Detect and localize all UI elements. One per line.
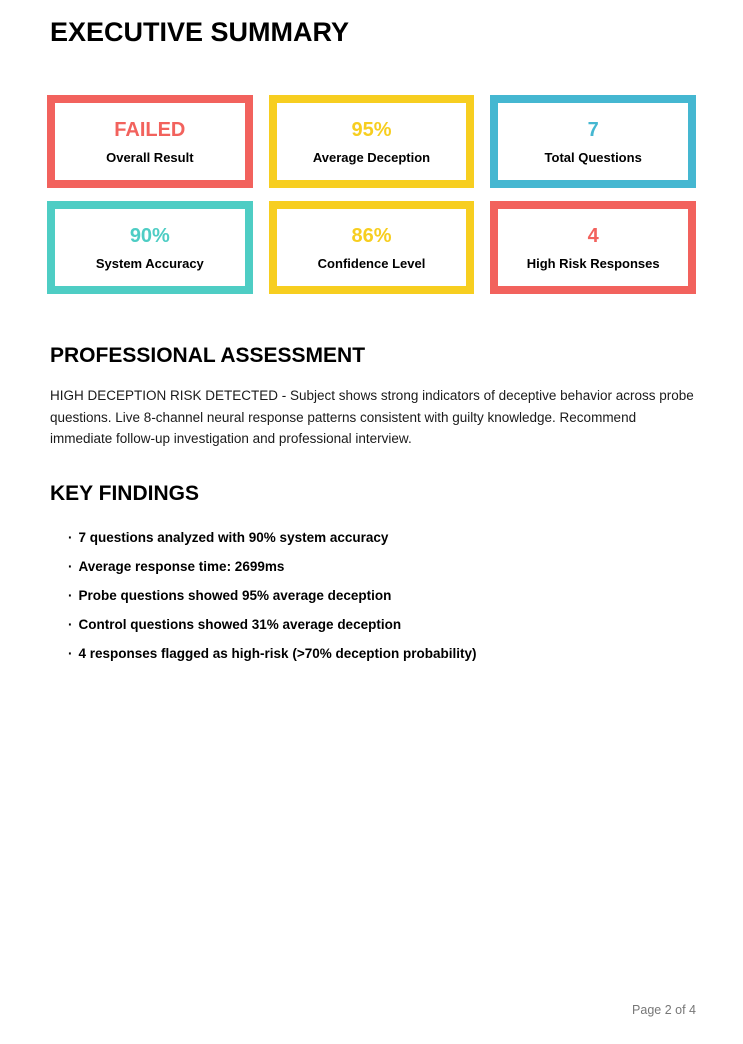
professional-assessment-section [50,344,698,450]
bullet-dot: · [68,617,73,632]
professional-assessment-heading: PROFESSIONAL ASSESSMENT [50,344,366,367]
finding-text: 4 responses flagged as high-risk (>70% deception probability) [78,646,477,661]
stat-card-high-risk-responses [490,201,696,294]
stat-card-overall-result [47,95,253,188]
finding-item [50,647,698,661]
key-findings-list [50,531,698,661]
finding-text: Control questions showed 31% average deception [78,617,402,632]
finding-text: Probe questions showed 95% average deception [78,588,392,603]
professional-assessment-body: HIGH DECEPTION RISK DETECTED - Subject shows strong indicators of deceptive behavior across probe questions. Live 8-channel neural response patterns consistent with guilty knowledge. Recommend immediate follow-up investigation and professional interview. [50,388,694,446]
stat-value: 7 [587,118,599,141]
stat-value: FAILED [114,118,186,141]
finding-item [50,531,698,545]
page-number: Page 2 of 4 [632,1003,696,1017]
stat-label: Total Questions [544,149,642,165]
key-findings-heading: KEY FINDINGS [50,482,199,505]
finding-item [50,618,698,632]
stat-label: Average Deception [312,149,431,165]
finding-item [50,560,698,574]
finding-item [50,589,698,603]
stat-card-average-deception [269,95,475,188]
bullet-dot: · [68,530,73,545]
key-findings-section [50,482,698,676]
summary-stat-cards [47,95,696,294]
stat-value: 86% [351,224,392,247]
stat-label: High Risk Responses [526,255,660,271]
stat-value: 4 [587,224,599,247]
stat-label: Overall Result [106,149,194,165]
stat-card-system-accuracy [47,201,253,294]
stat-card-confidence-level [269,201,475,294]
bullet-dot: · [68,646,73,661]
stat-label: Confidence Level [317,255,426,271]
bullet-dot: · [68,559,73,574]
finding-text: Average response time: 2699ms [78,559,285,574]
stat-value: 95% [351,118,392,141]
finding-text: 7 questions analyzed with 90% system accuracy [78,530,389,545]
stat-label: System Accuracy [95,255,204,271]
bullet-dot: · [68,588,73,603]
page-title: EXECUTIVE SUMMARY [50,17,350,47]
stat-card-total-questions [490,95,696,188]
stat-value: 90% [129,224,170,247]
